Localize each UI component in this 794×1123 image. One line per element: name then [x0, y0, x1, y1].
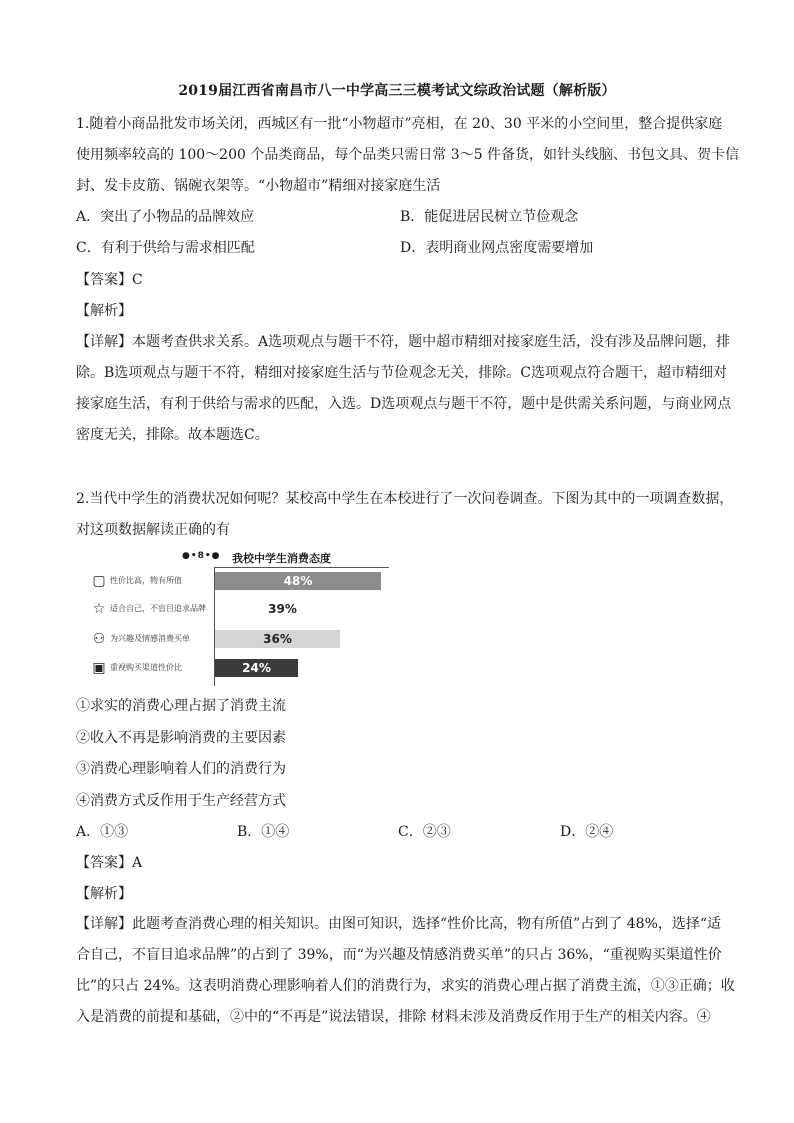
gift-icon: ▣: [92, 660, 106, 676]
clipboard-icon: ▢: [92, 573, 106, 589]
q1-detail-line-4: 密度无关，排除。故本题选C。: [76, 427, 269, 443]
q1-stem-line-1: 1.随着小商品批发市场关闭，西城区有一批“小物超市”亮相，在 20、30 平米的小空间里，整合提供家庭: [76, 116, 723, 132]
q2-answer: 【答案】A: [76, 855, 143, 871]
q1-analysis-heading: 【解析】: [76, 303, 132, 319]
q2-option-b: B．①④: [237, 824, 290, 840]
q2-stem-line-1: 2.当代中学生的消费状况如何呢？某校高中学生在本校进行了一次问卷调查。下图为其中的一项调查数据，: [76, 491, 734, 507]
q2-statement-4: ④消费方式反作用于生产经营方式: [76, 793, 286, 809]
q2-stem-line-2: 对这项数据解读正确的有: [76, 522, 230, 538]
people-dots-icon: ●•8•●: [182, 551, 221, 561]
q1-stem-line-3: 封、发卡皮筋、锅碗衣架等。“小物超市”精细对接家庭生活: [76, 178, 441, 194]
q1-option-c: C．有利于供给与需求相匹配: [76, 240, 255, 256]
q2-option-c: C．②③: [398, 824, 451, 840]
q2-detail-line-4: 入是消费的前提和基础，②中的“不再是”说法错误，排除 材料未涉及消费反作用于生产的相关内容。④: [76, 1009, 711, 1025]
q1-detail-line-3: 接家庭生活，有利于供给与需求的匹配，入选。D选项观点与题干不符，题中是供需关系问题，与商业网点: [76, 396, 732, 412]
q1-detail-line-1: 【详解】本题考查供求关系。A选项观点与题干不符，题中超市精细对接家庭生活，没有涉及品牌问题，排: [76, 334, 731, 350]
q1-detail-line-2: 除。B选项观点与题干不符，精细对接家庭生活与节俭观念无关，排除。C选项观点符合题干，超市精细对: [76, 365, 727, 381]
q1-option-a: A．突出了小物品的品牌效应: [76, 209, 255, 225]
chart-bar: 39%: [215, 600, 350, 618]
q1-option-d: D．表明商业网点密度需要增加: [400, 240, 594, 256]
page-title: 2019届江西省南昌市八一中学高三三模考试文综政治试题（解析版）: [178, 83, 616, 99]
q2-option-d: D．②④: [560, 824, 614, 840]
chart-bar: 48%: [215, 572, 381, 590]
q1-option-b: B．能促进居民树立节俭观念: [400, 209, 579, 225]
chart-top-rule: [214, 567, 389, 568]
q1-answer: 【答案】C: [76, 272, 143, 288]
q2-analysis-heading: 【解析】: [76, 886, 132, 902]
chart-title: 我校中学生消费态度: [232, 552, 331, 565]
q1-stem-line-2: 使用频率较高的 100～200 个品类商品，每个品类只需日常 3～5 件备货，如针头线脑、书包文具、贺卡信: [76, 147, 740, 163]
chart-category-label: 为兴趣及情感消费买单: [110, 634, 190, 643]
person-icon: ⚇: [92, 631, 106, 647]
q2-detail-line-2: 合自己，不盲目追求品牌”的占到了 39%，而“为兴趣及情感消费买单”的只占 36%，“重视购买渠道性价: [76, 947, 722, 963]
q2-statement-1: ①求实的消费心理占据了消费主流: [76, 698, 286, 714]
chart-title-row: [182, 548, 382, 568]
q2-statement-2: ②收入不再是影响消费的主要因素: [76, 730, 286, 746]
chart-category-label: 性价比高，物有所值: [110, 576, 182, 585]
q2-detail-line-3: 比”的只占 24%。这表明消费心理影响着人们的消费行为，求实的消费心理占据了消费主流，①③正确；收: [76, 978, 735, 994]
star-icon: ☆: [92, 601, 106, 617]
chart-category-label: 重视购买渠道性价比: [110, 663, 182, 672]
consumption-attitude-chart: [86, 548, 386, 688]
chart-category-label: 适合自己，不盲目追求品牌: [110, 604, 206, 613]
q2-statement-3: ③消费心理影响着人们的消费行为: [76, 761, 286, 777]
q2-option-a: A．①③: [76, 824, 129, 840]
q2-detail-line-1: 【详解】此题考查消费心理的相关知识。由图可知识，选择“性价比高，物有所值”占到了 48%，选择“适: [76, 916, 722, 932]
chart-bar: 36%: [215, 630, 340, 648]
chart-bar: 24%: [215, 659, 298, 677]
